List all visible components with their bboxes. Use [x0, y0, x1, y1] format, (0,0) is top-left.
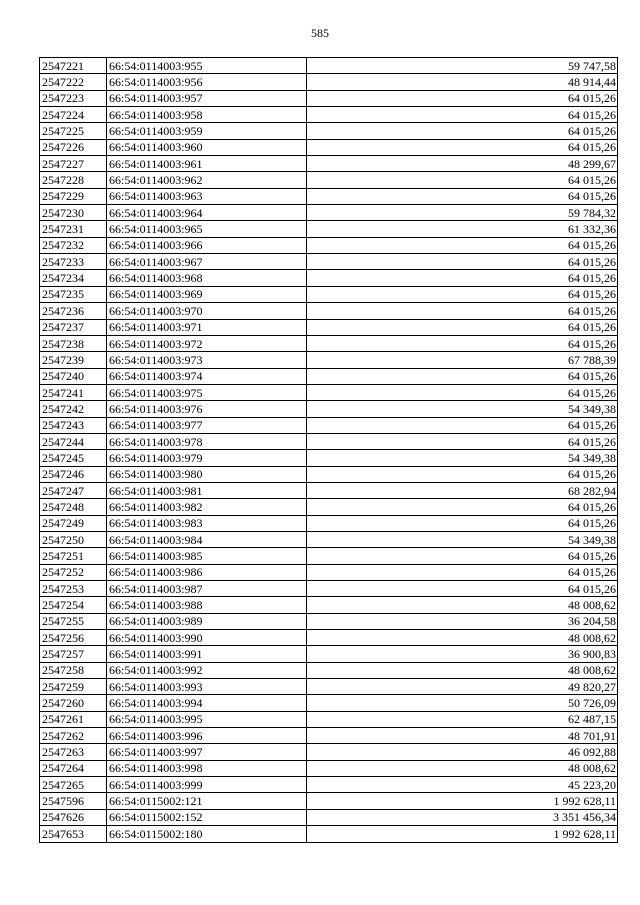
cadastral-value-cell: 64 015,26	[307, 384, 618, 400]
cadastral-number-cell: 66:54:0114003:977	[107, 417, 307, 433]
cadastral-value-cell: 45 223,20	[307, 777, 618, 793]
cadastral-number-cell: 66:54:0114003:995	[107, 711, 307, 727]
table-row	[40, 58, 618, 74]
table-row	[40, 188, 618, 204]
record-number-cell: 2547259	[40, 679, 107, 695]
cadastral-number-cell: 66:54:0114003:985	[107, 548, 307, 564]
record-number-cell: 2547235	[40, 286, 107, 302]
record-number-cell: 2547250	[40, 531, 107, 547]
cadastral-number-cell: 66:54:0115002:152	[107, 809, 307, 825]
table-row	[40, 254, 618, 270]
cadastral-number-cell: 66:54:0115002:180	[107, 826, 307, 842]
record-number-cell: 2547222	[40, 74, 107, 90]
table-row	[40, 515, 618, 531]
cadastral-number-cell: 66:54:0114003:958	[107, 107, 307, 123]
cadastral-number-cell: 66:54:0114003:969	[107, 286, 307, 302]
table-row	[40, 237, 618, 253]
record-number-cell: 2547264	[40, 760, 107, 776]
table-row	[40, 384, 618, 400]
cadastral-number-cell: 66:54:0114003:963	[107, 188, 307, 204]
cadastral-value-cell: 64 015,26	[307, 123, 618, 139]
cadastral-value-cell: 54 349,38	[307, 401, 618, 417]
record-number-cell: 2547258	[40, 662, 107, 678]
cadastral-value-cell: 64 015,26	[307, 303, 618, 319]
table-row	[40, 646, 618, 662]
table-row	[40, 613, 618, 629]
table-row	[40, 123, 618, 139]
record-number-cell: 2547256	[40, 630, 107, 646]
table-row	[40, 205, 618, 221]
record-number-cell: 2547228	[40, 172, 107, 188]
cadastral-number-cell: 66:54:0114003:993	[107, 679, 307, 695]
cadastral-number-cell: 66:54:0114003:986	[107, 564, 307, 580]
table-row	[40, 352, 618, 368]
cadastral-value-cell: 64 015,26	[307, 172, 618, 188]
cadastral-value-cell: 62 487,15	[307, 711, 618, 727]
cadastral-number-cell: 66:54:0114003:957	[107, 90, 307, 106]
table-row	[40, 793, 618, 809]
table-row	[40, 450, 618, 466]
cadastral-number-cell: 66:54:0114003:968	[107, 270, 307, 286]
record-number-cell: 2547252	[40, 564, 107, 580]
record-number-cell: 2547243	[40, 417, 107, 433]
cadastral-number-cell: 66:54:0114003:967	[107, 254, 307, 270]
table-row	[40, 826, 618, 842]
cadastral-value-cell: 59 747,58	[307, 58, 618, 74]
record-number-cell: 2547262	[40, 728, 107, 744]
cadastral-number-cell: 66:54:0114003:981	[107, 482, 307, 498]
table-row	[40, 531, 618, 547]
cadastral-value-cell: 64 015,26	[307, 335, 618, 351]
table-row	[40, 809, 618, 825]
cadastral-value-cell: 64 015,26	[307, 466, 618, 482]
cadastral-value-cell: 67 788,39	[307, 352, 618, 368]
cadastral-value-cell: 54 349,38	[307, 450, 618, 466]
record-number-cell: 2547221	[40, 58, 107, 74]
table-row	[40, 90, 618, 106]
record-number-cell: 2547233	[40, 254, 107, 270]
cadastral-number-cell: 66:54:0115002:121	[107, 793, 307, 809]
record-number-cell: 2547653	[40, 826, 107, 842]
table-row	[40, 368, 618, 384]
cadastral-number-cell: 66:54:0114003:984	[107, 531, 307, 547]
cadastral-value-cell: 64 015,26	[307, 515, 618, 531]
record-number-cell: 2547232	[40, 237, 107, 253]
cadastral-number-cell: 66:54:0114003:994	[107, 695, 307, 711]
record-number-cell: 2547248	[40, 499, 107, 515]
table-body	[40, 58, 618, 843]
cadastral-number-cell: 66:54:0114003:973	[107, 352, 307, 368]
cadastral-value-cell: 48 914,44	[307, 74, 618, 90]
table-row	[40, 172, 618, 188]
table-row	[40, 74, 618, 90]
cadastral-number-cell: 66:54:0114003:965	[107, 221, 307, 237]
table-row	[40, 319, 618, 335]
cadastral-value-cell: 64 015,26	[307, 433, 618, 449]
cadastral-value-cell: 3 351 456,34	[307, 809, 618, 825]
record-number-cell: 2547224	[40, 107, 107, 123]
cadastral-value-cell: 36 204,58	[307, 613, 618, 629]
record-number-cell: 2547240	[40, 368, 107, 384]
cadastral-number-cell: 66:54:0114003:956	[107, 74, 307, 90]
record-number-cell: 2547239	[40, 352, 107, 368]
cadastral-number-cell: 66:54:0114003:976	[107, 401, 307, 417]
table-row	[40, 335, 618, 351]
cadastral-number-cell: 66:54:0114003:961	[107, 156, 307, 172]
cadastral-number-cell: 66:54:0114003:980	[107, 466, 307, 482]
table-row	[40, 695, 618, 711]
cadastral-value-cell: 64 015,26	[307, 581, 618, 597]
cadastral-value-cell: 64 015,26	[307, 237, 618, 253]
record-number-cell: 2547230	[40, 205, 107, 221]
cadastral-number-cell: 66:54:0114003:998	[107, 760, 307, 776]
record-number-cell: 2547244	[40, 433, 107, 449]
cadastral-number-cell: 66:54:0114003:997	[107, 744, 307, 760]
table-row	[40, 466, 618, 482]
cadastral-number-cell: 66:54:0114003:979	[107, 450, 307, 466]
cadastral-value-cell: 48 299,67	[307, 156, 618, 172]
table-row	[40, 433, 618, 449]
cadastral-number-cell: 66:54:0114003:991	[107, 646, 307, 662]
cadastral-number-cell: 66:54:0114003:955	[107, 58, 307, 74]
table-row	[40, 548, 618, 564]
cadastral-number-cell: 66:54:0114003:971	[107, 319, 307, 335]
cadastral-number-cell: 66:54:0114003:964	[107, 205, 307, 221]
table-row	[40, 777, 618, 793]
cadastral-number-cell: 66:54:0114003:974	[107, 368, 307, 384]
record-number-cell: 2547234	[40, 270, 107, 286]
table-row	[40, 482, 618, 498]
table-row	[40, 139, 618, 155]
cadastral-value-cell: 49 820,27	[307, 679, 618, 695]
record-number-cell: 2547265	[40, 777, 107, 793]
table-row	[40, 107, 618, 123]
table-row	[40, 303, 618, 319]
cadastral-number-cell: 66:54:0114003:989	[107, 613, 307, 629]
table-row	[40, 662, 618, 678]
record-number-cell: 2547257	[40, 646, 107, 662]
table-row	[40, 630, 618, 646]
page-number: 585	[311, 26, 329, 40]
record-number-cell: 2547238	[40, 335, 107, 351]
cadastral-number-cell: 66:54:0114003:966	[107, 237, 307, 253]
cadastral-value-cell: 64 015,26	[307, 286, 618, 302]
table-row	[40, 744, 618, 760]
record-number-cell: 2547226	[40, 139, 107, 155]
table-row	[40, 417, 618, 433]
record-number-cell: 2547245	[40, 450, 107, 466]
cadastral-value-cell: 1 992 628,11	[307, 793, 618, 809]
cadastral-value-cell: 61 332,36	[307, 221, 618, 237]
cadastral-value-cell: 64 015,26	[307, 368, 618, 384]
cadastral-number-cell: 66:54:0114003:960	[107, 139, 307, 155]
record-number-cell: 2547254	[40, 597, 107, 613]
table-row	[40, 221, 618, 237]
table-row	[40, 597, 618, 613]
record-number-cell: 2547253	[40, 581, 107, 597]
record-number-cell: 2547227	[40, 156, 107, 172]
cadastral-value-cell: 48 008,62	[307, 597, 618, 613]
cadastral-value-cell: 64 015,26	[307, 548, 618, 564]
table-row	[40, 760, 618, 776]
cadastral-number-cell: 66:54:0114003:978	[107, 433, 307, 449]
table-row	[40, 401, 618, 417]
cadastral-value-cell: 64 015,26	[307, 90, 618, 106]
table-row	[40, 711, 618, 727]
table-row	[40, 728, 618, 744]
cadastral-value-cell: 48 008,62	[307, 630, 618, 646]
table-row	[40, 679, 618, 695]
cadastral-number-cell: 66:54:0114003:996	[107, 728, 307, 744]
record-number-cell: 2547241	[40, 384, 107, 400]
cadastral-number-cell: 66:54:0114003:962	[107, 172, 307, 188]
cadastral-number-cell: 66:54:0114003:972	[107, 335, 307, 351]
record-number-cell: 2547260	[40, 695, 107, 711]
cadastral-value-cell: 64 015,26	[307, 188, 618, 204]
cadastral-value-cell: 50 726,09	[307, 695, 618, 711]
cadastral-value-cell: 64 015,26	[307, 107, 618, 123]
cadastral-value-cell: 48 008,62	[307, 662, 618, 678]
record-number-cell: 2547261	[40, 711, 107, 727]
record-number-cell: 2547231	[40, 221, 107, 237]
cadastral-value-cell: 64 015,26	[307, 564, 618, 580]
record-number-cell: 2547251	[40, 548, 107, 564]
cadastral-number-cell: 66:54:0114003:992	[107, 662, 307, 678]
record-number-cell: 2547263	[40, 744, 107, 760]
cadastral-value-cell: 48 008,62	[307, 760, 618, 776]
cadastral-value-cell: 1 992 628,11	[307, 826, 618, 842]
record-number-cell: 2547242	[40, 401, 107, 417]
cadastral-value-cell: 64 015,26	[307, 417, 618, 433]
table-row	[40, 156, 618, 172]
record-number-cell: 2547223	[40, 90, 107, 106]
table-row	[40, 270, 618, 286]
cadastral-value-cell: 36 900,83	[307, 646, 618, 662]
cadastral-value-cell: 64 015,26	[307, 139, 618, 155]
cadastral-value-cell: 64 015,26	[307, 254, 618, 270]
table-row	[40, 564, 618, 580]
table-row	[40, 581, 618, 597]
cadastral-number-cell: 66:54:0114003:990	[107, 630, 307, 646]
record-number-cell: 2547247	[40, 482, 107, 498]
record-number-cell: 2547236	[40, 303, 107, 319]
table-row	[40, 499, 618, 515]
record-number-cell: 2547246	[40, 466, 107, 482]
cadastral-number-cell: 66:54:0114003:983	[107, 515, 307, 531]
cadastral-value-cell: 68 282,94	[307, 482, 618, 498]
cadastral-value-table	[39, 57, 618, 843]
table-row	[40, 286, 618, 302]
cadastral-number-cell: 66:54:0114003:970	[107, 303, 307, 319]
record-number-cell: 2547596	[40, 793, 107, 809]
cadastral-value-cell: 48 701,91	[307, 728, 618, 744]
record-number-cell: 2547225	[40, 123, 107, 139]
record-number-cell: 2547255	[40, 613, 107, 629]
record-number-cell: 2547249	[40, 515, 107, 531]
cadastral-value-cell: 59 784,32	[307, 205, 618, 221]
cadastral-value-cell: 64 015,26	[307, 319, 618, 335]
record-number-cell: 2547229	[40, 188, 107, 204]
cadastral-number-cell: 66:54:0114003:987	[107, 581, 307, 597]
record-number-cell: 2547237	[40, 319, 107, 335]
cadastral-value-cell: 64 015,26	[307, 270, 618, 286]
cadastral-number-cell: 66:54:0114003:988	[107, 597, 307, 613]
record-number-cell: 2547626	[40, 809, 107, 825]
cadastral-number-cell: 66:54:0114003:959	[107, 123, 307, 139]
cadastral-value-cell: 64 015,26	[307, 499, 618, 515]
cadastral-number-cell: 66:54:0114003:999	[107, 777, 307, 793]
cadastral-value-cell: 54 349,38	[307, 531, 618, 547]
cadastral-value-cell: 46 092,88	[307, 744, 618, 760]
cadastral-number-cell: 66:54:0114003:975	[107, 384, 307, 400]
cadastral-number-cell: 66:54:0114003:982	[107, 499, 307, 515]
